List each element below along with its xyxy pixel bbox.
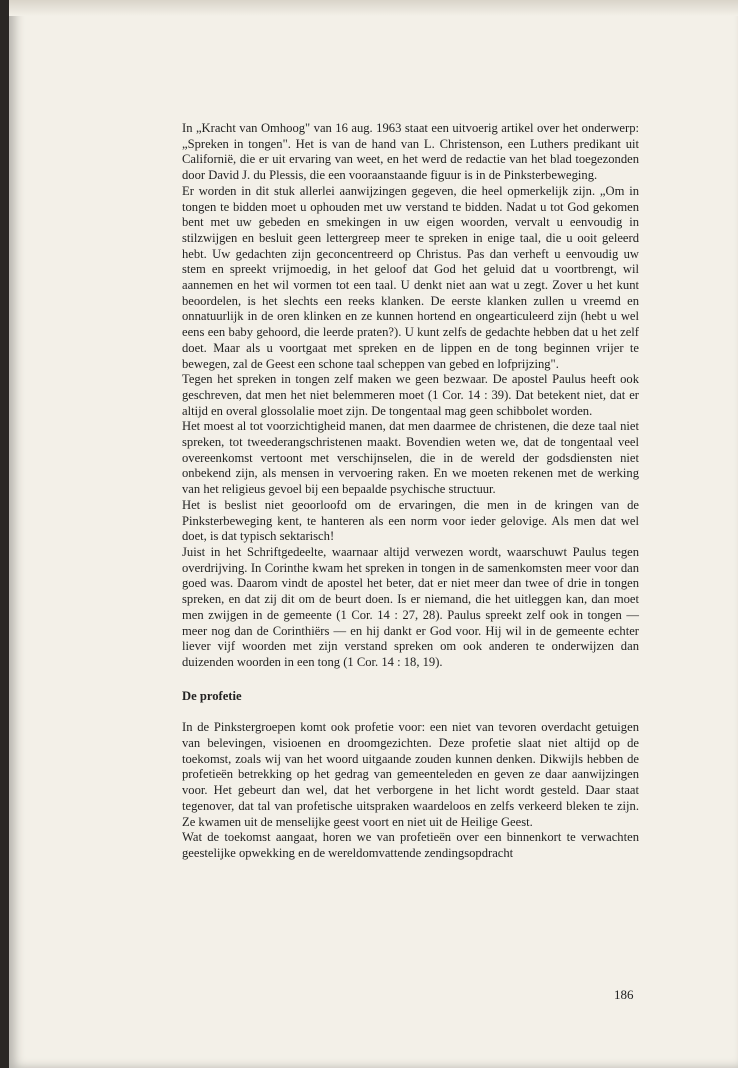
paragraph-norm: Het is beslist niet geoorloofd om de ervaringen, die men in de kringen van de Pinksterbeweging kent, te hanteren als een norm voor ieder gelovige. Als men dat wel doet, is dat typisch sektarisch! <box>182 497 639 544</box>
paragraph-objection: Tegen het spreken in tongen zelf maken we geen bezwaar. De apostel Paulus heeft ook geschreven, dat men het niet belemmeren moet (1 Cor. 14 : 39). Dat betekent niet, dat er altijd en overal glossolalie moet zijn. De tongentaal mag geen schibbolet worden. <box>182 372 639 418</box>
paragraph-quote: Er worden in dit stuk allerlei aanwijzingen gegeven, die heel opmerkelijk zijn. „Om in tongen te bidden moet u ophouden met uw verstand te bidden. Nadat u tot God gekomen bent met uw gebeden en smekingen in uw eigen woorden, vervalt u eenvoudig in stilzwijgen en besluit geen lettergreep meer te spreken in enige taal, die u ooit geleerd hebt. Uw gedachten zijn geconcentreerd op Christus. Pas dan verheft u eenvoudig uw stem en spreekt vrijmoedig, in het geloof dat God het geluid dat u voortbrengt, wil aannemen en het wil vormen tot een taal. U denkt niet aan wat u zegt. Zover u het kunt beoordelen, is het slechts een reeks klanken. De eerste klanken zullen u vreemd en onnatuurlijk in de oren klinken en ze kunnen hortend en ongearticuleerd zijn (hebt u wel eens een baby gehoord, die leerde praten?). U kunt zelfs de gedachte hebben dat u het zelf doet. Maar als u voortgaat met spreken en de lippen en de tong beginnen vrijer te bewegen, zal de Geest een schone taal scheppen van gebed en lofprijzing". <box>182 183 639 371</box>
section-heading: De profetie <box>182 688 242 703</box>
page-number: 186 <box>614 987 634 1002</box>
paragraph-intro: In „Kracht van Omhoog" van 16 aug. 1963 staat een uitvoerig artikel over het onderwerp: „Spreken in tongen". Het is van de hand van L. Christenson, een Luthers predikant uit Californië, die er uit ervaring van weet, en het werd de redactie van het blad toegezonden door David J. du Plessis, die een vooraanstaande figuur is in de Pinksterbeweging. <box>182 121 639 183</box>
page-top-edge <box>9 0 738 16</box>
paragraph-prophecy: In de Pinkstergroepen komt ook profetie voor: een niet van tevoren overdacht getuigen van belevingen, visioenen en droomgezichten. Deze profetie slaat niet altijd op de toekomst, zoals wij van het woord uitgaande zouden kunnen denken. Dikwijls hebben de profetieën betrekking op het gedrag van gemeenteleden en geven ze daar aanwijzingen voor. Het gebeurt dan wel, dat het verborgene in het licht wordt gesteld. Daar staat tegenover, dat tal van profetische uitspraken waardeloos en zelfs verkeerd bleken te zijn. Ze kwamen uit de menselijke geest voort en niet uit de Heilige Geest. <box>182 720 639 829</box>
page-body <box>182 121 639 862</box>
paragraph-scripture: Juist in het Schriftgedeelte, waarnaar altijd verwezen wordt, waarschuwt Paulus tegen overdrijving. In Corinthe kwam het spreken in tongen in de samenkomsten meer voor dan goed was. Daarom vindt de apostel het beter, dat er niet meer dan twee of drie in tongen spreken, en dat zij dit om de beurt doen. Is er niemand, die het uitleggen kan, dan moet men zwijgen in de gemeente (1 Cor. 14 : 27, 28). Paulus spreekt zelf ook in tongen — meer nog dan de Corinthiërs — en hij dankt er God voor. Hij wil in de gemeente echter liever vijf woorden met zijn verstand spreken om ook anderen te onderwijzen dan duizenden woorden in een tong (1 Cor. 14 : 18, 19). <box>182 544 639 669</box>
paragraph-caution: Het moest al tot voorzichtigheid manen, dat men daarmee de christenen, die deze taal niet spreken, tot tweederangschristenen maakt. Bovendien weten we, dat de tongentaal veel overeenkomst vertoont met verschijnselen, die in de wereld der godsdiensten niet onbekend zijn, als mensen in vervoering raken. En we moeten rekenen met de werking van het religieus gevoel bij een bepaalde psychische structuur. <box>182 419 639 497</box>
paragraph-future: Wat de toekomst aangaat, horen we van profetieën over een binnenkort te verwachten geestelijke opwekking en de wereldomvattende zendingsopdracht <box>182 830 639 860</box>
